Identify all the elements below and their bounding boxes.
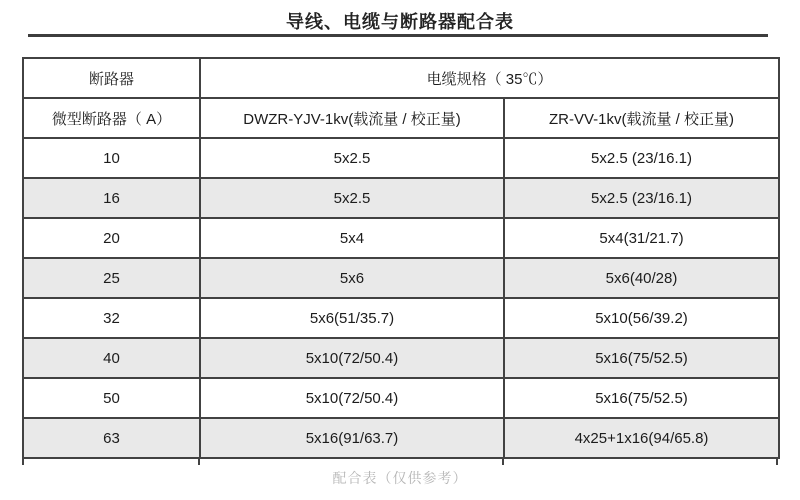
header-cell-cable-spec: 电缆规格（ 35℃） (200, 58, 779, 98)
yjv-cell: 5x2.5 (200, 178, 504, 218)
breaker-cell: 25 (23, 258, 200, 298)
header-row-1 (23, 58, 779, 98)
breaker-cell: 63 (23, 418, 200, 458)
vv-cell: 5x16(75/52.5) (504, 338, 779, 378)
header-cell-vv: ZR-VV-1kv(载流量 / 校正量) (504, 98, 779, 138)
header-cell-yjv: DWZR-YJV-1kv(载流量 / 校正量) (200, 98, 504, 138)
table-head-section (23, 58, 779, 138)
vv-cell: 5x2.5 (23/16.1) (504, 138, 779, 178)
yjv-cell: 5x2.5 (200, 138, 504, 178)
header-row-2 (23, 98, 779, 138)
title-underline (28, 34, 768, 37)
yjv-cell: 5x16(91/63.7) (200, 418, 504, 458)
table-row (23, 218, 779, 258)
table-row (23, 138, 779, 178)
yjv-cell: 5x6 (200, 258, 504, 298)
breaker-cell: 10 (23, 138, 200, 178)
header-cell-breaker: 断路器 (23, 58, 200, 98)
table-row (23, 178, 779, 218)
breaker-cable-match-table (22, 57, 780, 459)
header-cell-mini-breaker: 微型断路器（ A） (23, 98, 200, 138)
vv-cell: 4x25+1x16(94/65.8) (504, 418, 779, 458)
yjv-cell: 5x10(72/50.4) (200, 378, 504, 418)
table-row (23, 418, 779, 458)
breaker-cell: 50 (23, 378, 200, 418)
breaker-cell: 40 (23, 338, 200, 378)
yjv-cell: 5x6(51/35.7) (200, 298, 504, 338)
vv-cell: 5x10(56/39.2) (504, 298, 779, 338)
table-row (23, 338, 779, 378)
table-row (23, 258, 779, 298)
table-body (23, 138, 779, 458)
breaker-cell: 20 (23, 218, 200, 258)
vv-cell: 5x16(75/52.5) (504, 378, 779, 418)
yjv-cell: 5x4 (200, 218, 504, 258)
vv-cell: 5x6(40/28) (504, 258, 779, 298)
page-title: 导线、电缆与断路器配合表 (286, 12, 514, 32)
table-row (23, 298, 779, 338)
vv-cell: 5x2.5 (23/16.1) (504, 178, 779, 218)
table-caption: 配合表（仅供参考） (332, 470, 468, 486)
vv-cell: 5x4(31/21.7) (504, 218, 779, 258)
breaker-cell: 32 (23, 298, 200, 338)
yjv-cell: 5x10(72/50.4) (200, 338, 504, 378)
cropped-next-row-lines (22, 459, 778, 465)
breaker-cell: 16 (23, 178, 200, 218)
table-row (23, 378, 779, 418)
